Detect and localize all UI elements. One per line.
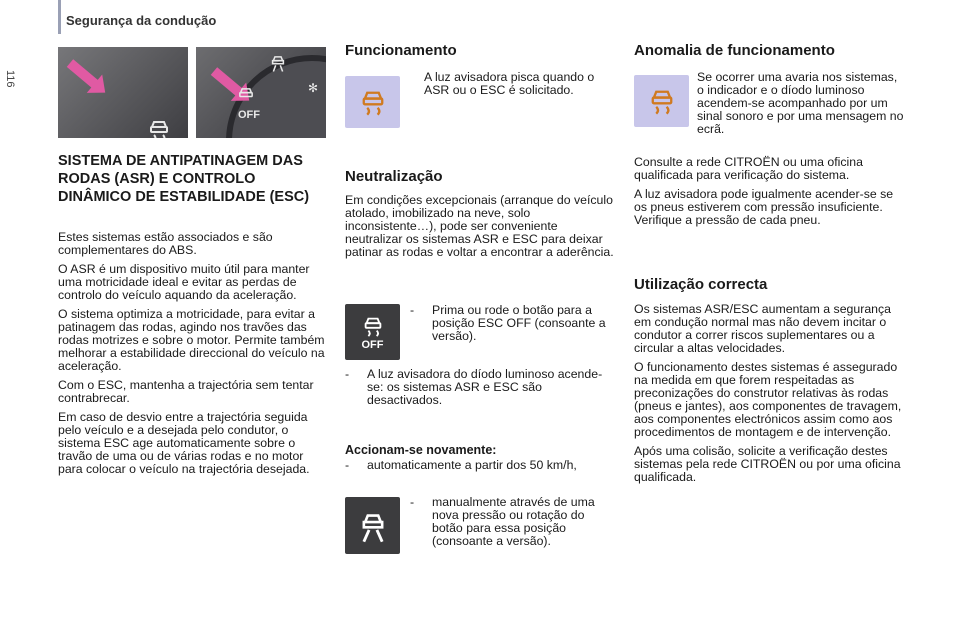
road-car-icon [268,53,288,73]
neutralizacao-title: Neutralização [345,168,443,185]
section-edge-bar [58,0,61,34]
skid-car-off-icon [236,85,256,105]
utilizacao-paragraph: Os sistemas ASR/ESC aumentam a segurança em condução normal mas não devem incitar o condutor a correr riscos suplementares ou a circular a altas velocidades. [634,302,891,355]
pointer-arrow-icon [67,59,99,89]
asr-warning-light [345,76,400,128]
anomalia-text: Se ocorrer uma avaria nos sistemas, o indicador e o díodo luminoso acendem-se acompanhado por um sinal sonoro e por uma mensagem no ecrã. [697,70,904,136]
skid-car-icon [360,314,386,338]
snowflake-icon: ✻ [308,81,319,95]
left-paragraph: Com o ESC, mantenha a trajectória sem tentar contrabrecar. [58,378,314,405]
button-photo [58,47,188,138]
skid-car-icon [146,117,172,138]
funcionamento-text: A luz avisadora pisca quando o ASR ou o ESC é solicitado. [424,70,595,97]
step-press-button [410,304,615,343]
auto-reactivate [345,459,595,472]
esc-off-button-icon [345,304,400,360]
road-car-icon [356,509,390,543]
dash: - [345,458,350,472]
left-paragraph: Em caso de desvio entre a trajectória seguida pelo veículo e a desejada pelo condutor, o sistema ESC age automaticamente sobre o travão de uma ou de várias rodas e no motor para colocar o veículo na trajectória desejada. [58,410,310,476]
page-number: 116 [4,70,16,88]
left-text-column [58,231,328,482]
off-label: OFF [361,338,384,351]
step-led-on [345,368,610,407]
anomalia-title: Anomalia de funcionamento [634,42,835,59]
anomalia-paragraph: A luz avisadora pode igualmente acender-se se os pneus estiverem com pressão insuficiente. Verifique a pressão de cada pneu. [634,187,894,227]
utilizacao-title: Utilização correcta [634,276,768,293]
skid-car-icon [647,86,677,116]
funcionamento-title: Funcionamento [345,42,457,59]
neutralizacao-text: Em condições excepcionais (arranque do veículo atolado, imobilizado na neve, solo inconsistente…), pode ser conveniente neutralizar os sistemas ASR e ESC para deixar patinar as rodas e voltar a encontrar a aderência. [345,193,614,259]
reactivate-title: Accionam-se novamente: [345,443,497,457]
step-text: Prima ou rode o botão para a posição ESC OFF (consoante a versão). [432,303,606,343]
step-text: automaticamente a partir dos 50 km/h, [367,458,577,472]
dash: - [410,495,415,509]
left-paragraph: O ASR é um dispositivo muito útil para manter uma motricidade ideal e evitar as perdas de controlo do veículo aquando da aceleração. [58,262,310,302]
anomalia-paragraph: Consulte a rede CITROËN ou uma oficina qualificada para verificação do sistema. [634,155,863,182]
dash: - [410,303,415,317]
left-paragraph: Estes sistemas estão associados e são complementares do ABS. [58,230,273,257]
left-paragraph: O sistema optimiza a motricidade, para evitar a patinagem das rodas, agindo nos travões das rodas motrizes e sobre o motor. Permite também melhorar a estabilidade direccional do veículo na aceleração. [58,307,325,373]
step-text: manualmente através de uma nova pressão ou rotação do botão para essa posição (consoante a versão). [432,495,595,548]
utilizacao-paragraph: Após uma colisão, solicite a verificação destes sistemas pela rede CITROËN ou por uma oficina qualificada. [634,444,901,484]
main-title: SISTEMA DE ANTIPATINAGEM DAS RODAS (ASR) E CONTROLO DINÂMICO DE ESTABILIDADE (ESC) [58,153,310,205]
utilizacao-text [634,303,909,490]
dial-photo [196,47,326,138]
utilizacao-paragraph: O funcionamento destes sistemas é assegurado na medida em que forem respeitadas as preconizações do construtor relativas às rodas (pneus e jantes), aos componentes de travagem, aos componentes electrónicos assim como aos procedimentos de montagem e de intervenção. [634,360,902,439]
skid-car-icon [358,87,388,117]
section-header: Segurança da condução [66,13,217,28]
road-car-button-icon [345,497,400,554]
dash: - [345,367,350,381]
asr-warning-light [634,75,689,127]
step-text: A luz avisadora do díodo luminoso acende-se: os sistemas ASR e ESC são desactivados. [367,367,603,407]
dial-off-label: OFF [238,109,260,121]
anomalia-more [634,156,904,233]
manual-reactivate [410,496,615,548]
